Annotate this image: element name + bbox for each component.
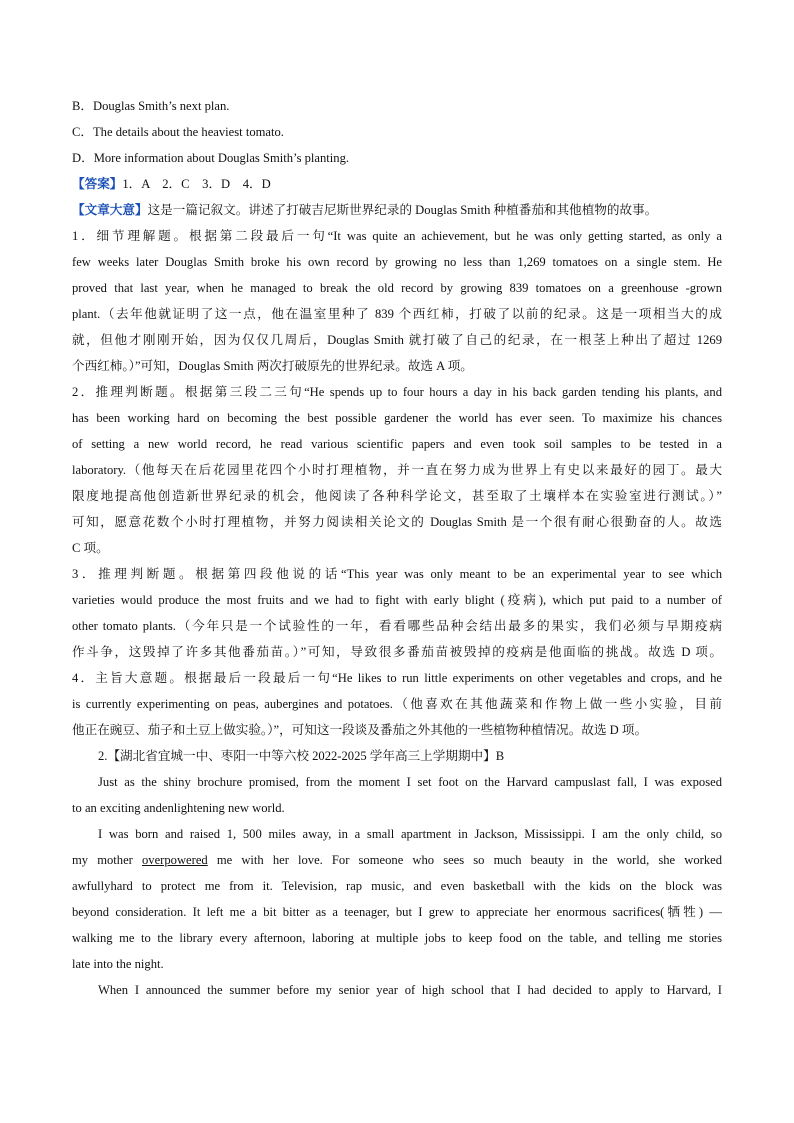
option-c: C．The details about the heaviest tomato. — [72, 125, 284, 139]
option-b: B．Douglas Smith’s next plan. — [72, 99, 230, 113]
passage-line: beyond consideration. It left me a bit bitter as a teenager, but I grew to appreciate her enormous sacrifices(牺牲) — — [72, 905, 722, 919]
explanation-2-line: 限度地提高他创造新世界纪录的机会，他阅读了各种科学论文，甚至取了土壤样本在实验室进行测试。）” — [72, 489, 722, 503]
explanation-4-line: 他正在豌豆、茄子和土豆上做实验。）”，可知这一段谈及番茄之外其他的一些植物种植情况。故选 D 项。 — [72, 723, 648, 737]
passage-line: walking me to the library every afternoon, laboring at multiple jobs to keep food on the table, and telling me stories — [72, 931, 722, 945]
explanation-2-line: laboratory.（他每天在后花园里花四个小时打理植物，并一直在努力成为世界上有史以来最好的园丁。最大 — [72, 463, 722, 477]
explanation-3-line: 作斗争，这毁掉了许多其他番茄苗。）”可知，导致很多番茄苗被毁掉的疫病是他面临的挑战。故选 D 项。 — [72, 645, 722, 659]
explanation-4-line: 4．主旨大意题。根据最后一段最后一句“He likes to run little experiments on other vegetables and crops, and he — [72, 671, 722, 685]
explanation-2-line: of setting a new world record, he read various scientific papers and even took soil samples to be tested in a — [72, 437, 722, 451]
explanation-3-line: other tomato plants.（今年只是一个试验性的一年，看看哪些品种会结出最多的果实，我们必须与早期疫病 — [72, 619, 722, 633]
passage-line: I was born and raised 1, 500 miles away, in a small apartment in Jackson, Mississippi. I am the only child, so — [98, 827, 722, 841]
summary-line — [72, 197, 722, 223]
option-d: D．More information about Douglas Smith’s planting. — [72, 151, 350, 165]
passage-line: late into the night. — [72, 957, 164, 971]
explanation-2-line: has been working hard on becoming the best possible gardener the world has ever seen. To maximize his chances — [72, 411, 722, 425]
explanation-1-line: 就，但他才刚刚开始，因为仅仅几周后，Douglas Smith 就打破了自己的纪录，在一根茎上种出了超过 1269 — [72, 333, 722, 347]
answer-text: 1．A 2．C 3．D 4．D — [122, 177, 271, 191]
page-content — [72, 93, 722, 1003]
passage-line: awfullyhard to protect me from it. Television, rap music, and even basketball with the kids on the block was — [72, 879, 722, 893]
explanation-2-line: C 项。 — [72, 541, 109, 555]
passage-line — [72, 847, 722, 873]
passage-line: to an exciting andenlightening new world. — [72, 801, 285, 815]
explanation-1-line: 个西红柿。）”可知，Douglas Smith 两次打破原先的世界纪录。故选 A 项。 — [72, 359, 473, 373]
passage-line: When I announced the summer before my senior year of high school that I had decided to apply to Harvard, I — [98, 983, 722, 997]
explanation-1-line: 1．细节理解题。根据第二段最后一句“It was quite an achievement, but he was only getting started, as only a — [72, 229, 722, 243]
passage-text: my mother — [72, 853, 142, 867]
explanation-1-line: plant.（去年他就证明了这一点，他在温室里种了 839 个西红柿，打破了以前的纪录。这是一项相当大的成 — [72, 307, 722, 321]
explanation-4-line: is currently experimenting on peas, aubergines and potatoes.（他喜欢在其他蔬菜和作物上做一些小实验，目前 — [72, 697, 722, 711]
explanation-3-line: 3．推理判断题。根据第四段他说的话“This year was only meant to be an experimental year to see which — [72, 567, 722, 581]
summary-label: 【文章大意】 — [72, 203, 148, 217]
passage-header: 2.【湖北省宜城一中、枣阳一中等六校 2022-2025 学年高三上学期期中】B — [98, 749, 505, 763]
passage-text: me with her love. For someone who sees so much beauty in the world, she worked — [207, 853, 722, 867]
answer-label: 【答案】 — [72, 177, 123, 191]
explanation-2-line: 2．推理判断题。根据第三段二三句“He spends up to four hours a day in his back garden tending his plants, and — [72, 385, 722, 399]
explanation-1-line: proved that last year, when he managed to break the old record by growing 839 tomatoes on a greenhouse -grown — [72, 281, 722, 295]
answer-line — [72, 171, 722, 197]
explanation-3-line: varieties would produce the most fruits and we had to fight with early blight (疫病), which put paid to a number of — [72, 593, 722, 607]
explanation-2-line: 可知，愿意花数个小时打理植物，并努力阅读相关论文的 Douglas Smith 是一个很有耐心很勤奋的人。故选 — [72, 515, 722, 529]
passage-line: Just as the shiny brochure promised, from the moment I set foot on the Harvard campuslast fall, I was exposed — [98, 775, 722, 789]
summary-text: 这是一篇记叙文。讲述了打破吉尼斯世界纪录的 Douglas Smith 种植番茄和其他植物的故事。 — [147, 203, 658, 217]
explanation-1-line: few weeks later Douglas Smith broke his own record by growing no less than 1,269 tomatoes on a single stem. He — [72, 255, 722, 269]
underlined-word: overpowered — [141, 853, 208, 867]
